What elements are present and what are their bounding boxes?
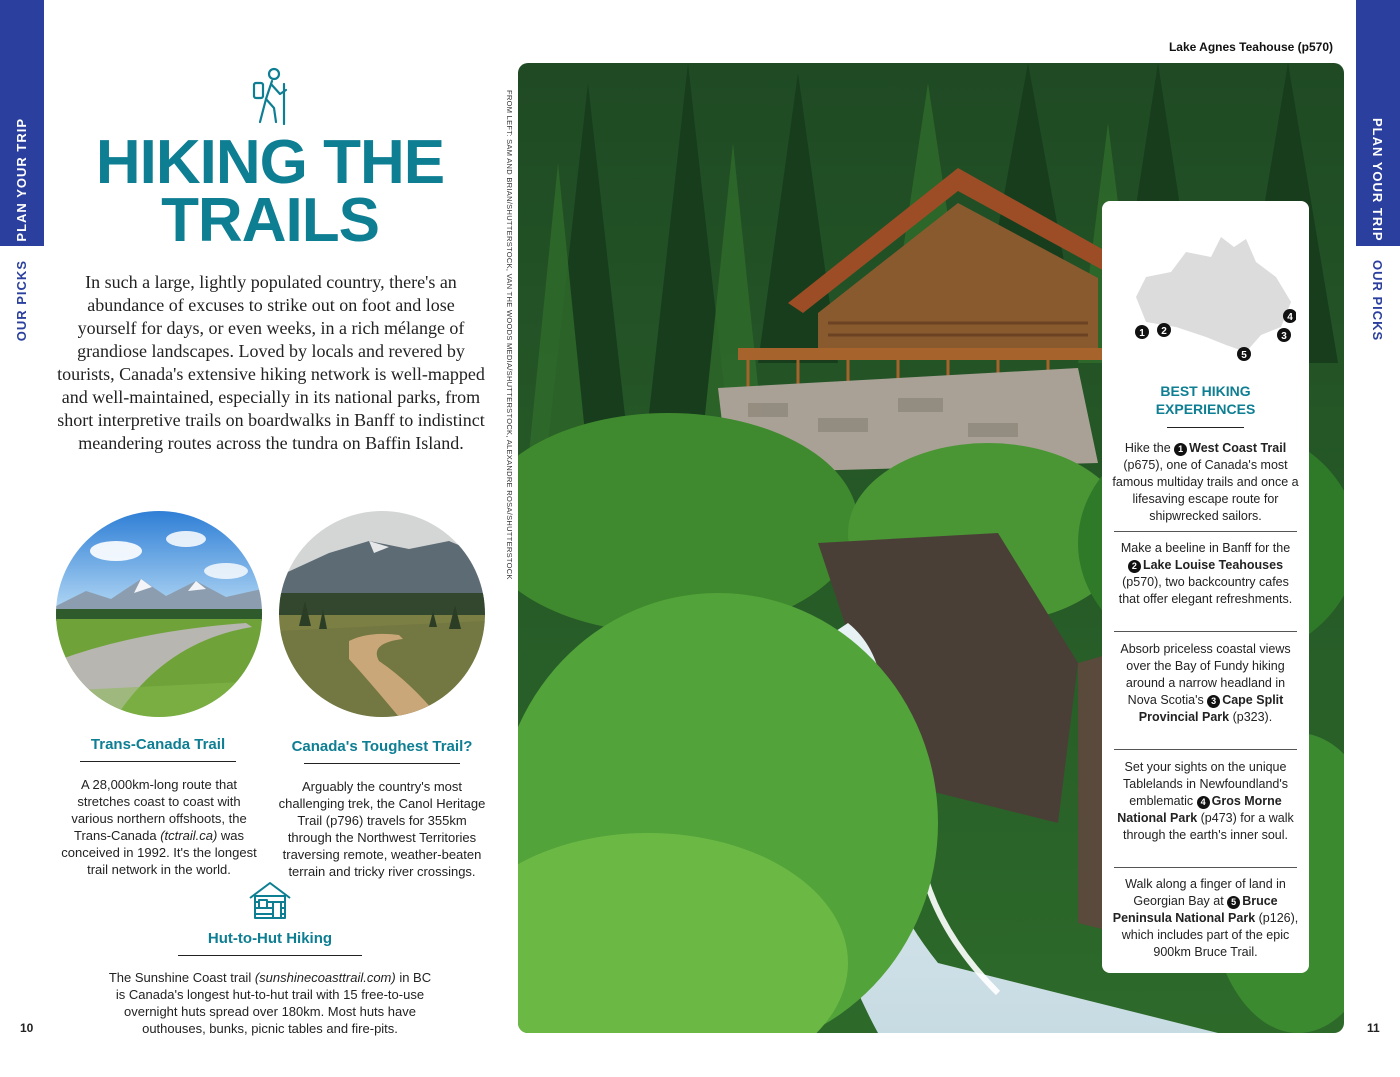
trans-canada-rule (80, 761, 236, 762)
entry-lake-louise-teahouses: Make a beeline in Banff for the 2 Lake Louise Teahouses (p570), two backcountry cafes that offer elegant refreshments. (1118, 541, 1293, 606)
left-section-tab-label: PLAN YOUR TRIP (14, 118, 29, 242)
photo-credit: FROM LEFT: SAM AND BRIAN/SHUTTERSTOCK, VAN THE WOODS MEDIA/SHUTTERSTOCK, ALEXANDRE ROSA/SHUTTERSTOCK (505, 90, 514, 580)
entry-bruce-peninsula: Walk along a finger of land in Georgian Bay at 5 Bruce Peninsula National Park (p126), which includes part of the epic 900km Bruce Trail. (1112, 877, 1299, 959)
right-section-tab (1356, 0, 1400, 246)
right-section-tab-label: PLAN YOUR TRIP (1370, 118, 1385, 242)
toughest-trail-rule (304, 763, 460, 764)
cabin-icon (247, 880, 293, 920)
hut-to-hut-title: Hut-to-Hut Hiking (207, 930, 333, 947)
entry-divider (1114, 531, 1297, 532)
canol-trail-photo (279, 511, 485, 717)
entry-gros-morne: Set your sights on the unique Tablelands in Newfoundland's emblematic 4 Gros Morne National Park (p473) for a walk through the earth's inner soul. (1117, 760, 1294, 842)
entry-divider (1114, 867, 1297, 868)
toughest-trail-title: Canada's Toughest Trail? (291, 738, 473, 755)
intro-paragraph: In such a large, lightly populated country, there's an abundance of excuses to strike out on foot and lose yourself for days, or even weeks, in a rich mélange of grandiose landscapes. Loved by locals and revered by tourists, Canada's extensive hiking network is well-mapped and well-maintained, especially in its national parks, from short interpretive trails on boardwalks in Banff to indistinct meandering routes across the tundra on Baffin Island. (57, 272, 485, 453)
entry-divider (1114, 749, 1297, 750)
page-number-right: 11 (1367, 1021, 1380, 1035)
sunshine-coast-link[interactable]: (sunshinecoasttrail.com) (254, 970, 396, 985)
canada-map (1116, 217, 1296, 367)
right-subsection-label: OUR PICKS (1370, 260, 1385, 342)
best-hiking-box (1102, 201, 1309, 973)
map-marker-2: 2 (1161, 326, 1167, 337)
map-marker-1: 1 (1139, 328, 1145, 339)
entry-cape-split: Absorb priceless coastal views over the Bay of Fundy hiking around a narrow headland in Nova Scotia's 3 Cape Split Provincial Park (p323). (1120, 642, 1291, 724)
map-marker-3: 3 (1281, 331, 1287, 342)
map-marker-5: 5 (1241, 350, 1247, 361)
page-number-left: 10 (20, 1021, 34, 1035)
hiker-icon (246, 66, 292, 126)
map-marker-4: 4 (1287, 312, 1293, 323)
trans-canada-body: A 28,000km-long route that stretches coast to coast with various northern offshoots, the Trans-Canada (tctrail.ca) was conceived in 1992. It's the longest trail network in the world. (61, 777, 257, 877)
trans-canada-photo (56, 511, 262, 717)
trans-canada-title: Trans-Canada Trail (90, 736, 226, 753)
box-title: BEST HIKING EXPERIENCES (1155, 383, 1256, 417)
entry-divider (1114, 631, 1297, 632)
hut-to-hut-rule (178, 955, 362, 956)
hut-to-hut-body: The Sunshine Coast trail (sunshinecoasttrail.com) in BC is Canada's longest hut-to-hut trail with 15 free-to-use overnight huts spread over 180km. Most huts have outhouses, bunks, picnic tables and fire-pits. (108, 970, 432, 1036)
tctrail-link[interactable]: (tctrail.ca) (160, 828, 218, 843)
photo-caption: Lake Agnes Teahouse (p570) (1168, 40, 1333, 54)
page-title-line2: TRAILS (161, 186, 379, 255)
page-title-line1: HIKING THE (95, 128, 445, 197)
left-section-tab (0, 0, 44, 246)
box-title-rule (1167, 427, 1244, 428)
left-subsection-label: OUR PICKS (14, 260, 29, 342)
entry-west-coast-trail: Hike the 1 West Coast Trail (p675), one of Canada's most famous multiday trails and once a lifesaving escape route for shipwrecked sailors. (1112, 441, 1299, 523)
page-title (60, 128, 480, 255)
toughest-trail-body: Arguably the country's most challenging trek, the Canol Heritage Trail (p796) travels for 355km through the Northwest Territories traversing remote, weather-beaten terrain and tricky river crossings. (278, 779, 486, 879)
